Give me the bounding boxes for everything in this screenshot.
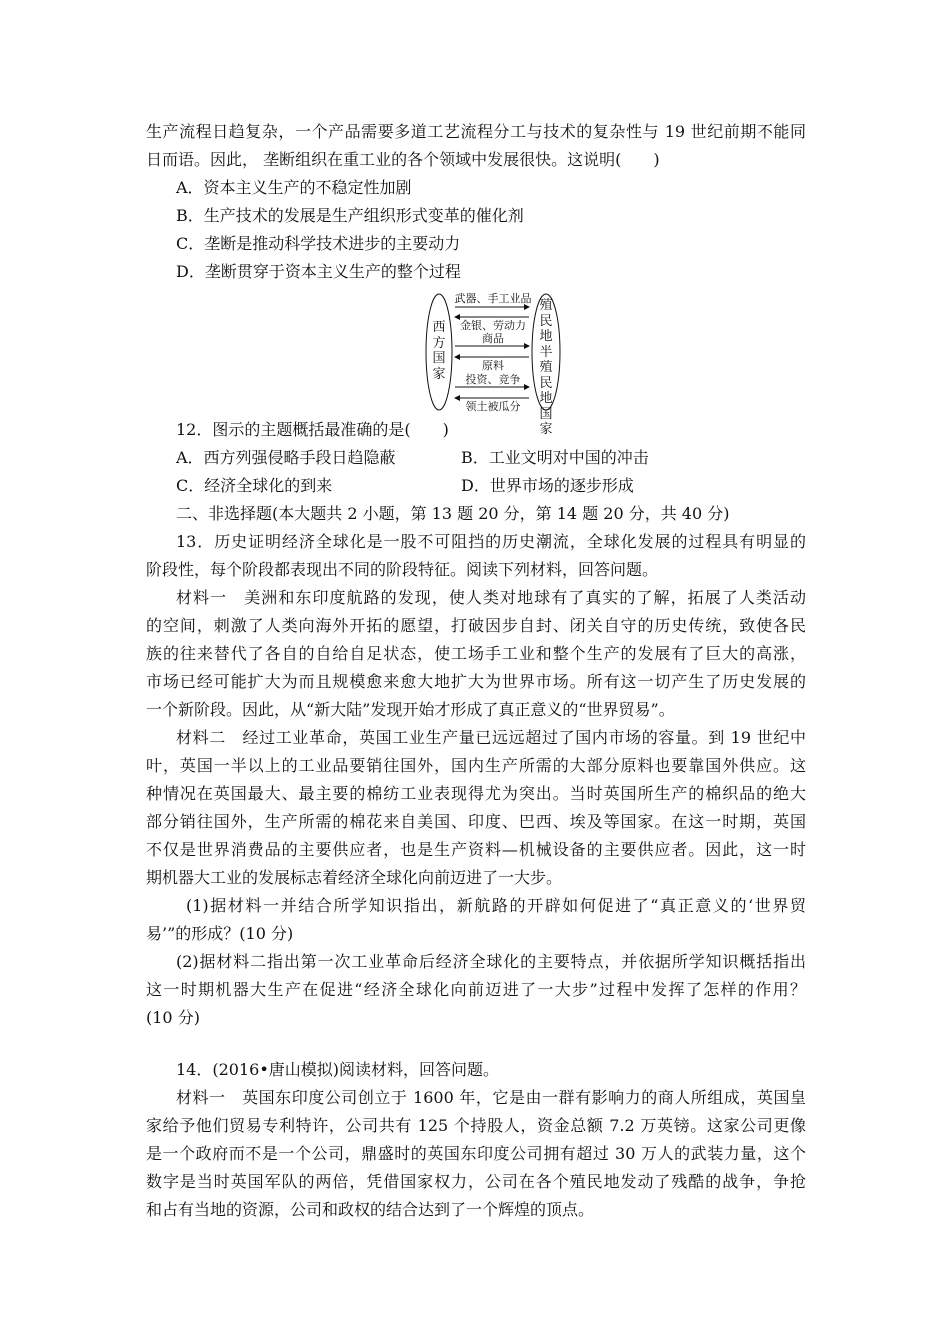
q14-stem: 14．(2016•唐山模拟)阅读材料，回答问题。 — [176, 1060, 500, 1079]
q13-material2-line-6: 期机器大工业的发展标志着经济全球化向前迈进了一大步。 — [146, 868, 563, 887]
q11-option-a: A．资本主义生产的不稳定性加剧 — [176, 178, 412, 197]
q14-material1-line-3: 是一个政府而不是一个公司，鼎盛时的英国东印度公司拥有超过 30 万人的武装力量，这个 — [146, 1144, 806, 1163]
q13-sub2-line-3: (10 分) — [146, 1008, 200, 1027]
q13-material1-line-1: 材料一 美洲和东印度航路的发现，使人类对地球有了真实的了解，拓展了人类活动 — [176, 588, 806, 607]
q13-material2-line-5: 不仅是世界消费品的主要供应者，也是生产资料—机械设备的主要供应者。因此，这一时 — [146, 840, 806, 859]
q13-material1-line-4: 市场已经可能扩大为而且规模愈来愈大地扩大为世界市场。所有这一切产生了历史发展的 — [146, 672, 806, 691]
trade-relation-diagram — [424, 290, 564, 437]
q13-sub1-line-1: (1)据材料一并结合所学知识指出，新航路的开辟如何促进了“真正意义的‘世界贸 — [186, 896, 806, 915]
q11-stem-line-1: 生产流程日趋复杂，一个产品需要多道工艺流程分工与技术的复杂性与 19 世纪前期不能同 — [146, 122, 806, 141]
q12-option-d: D．世界市场的逐步形成 — [461, 476, 634, 495]
q13-material1-line-2: 的空间，刺激了人类向海外开拓的愿望，打破因步自封、闭关自守的历史传统，致使各民 — [146, 616, 806, 635]
arrow-label-6: 领土被瓜分 — [465, 400, 521, 413]
q13-material2-line-1: 材料二 经过工业革命，英国工业生产量已远远超过了国内市场的容量。到 19 世纪中 — [176, 728, 806, 747]
q11-stem-line-2: 日而语。因此， 垄断组织在重工业的各个领域中发展很快。这说明( ) — [146, 150, 660, 169]
q13-stem-line-2: 阶段性，每个阶段都表现出不同的阶段特征。阅读下列材料，回答问题。 — [146, 560, 659, 579]
west-countries-label: 西方国家 — [432, 320, 446, 382]
q13-sub2-line-2: 这一时期机器大生产在促进“经济全球化向前迈进了一大步”过程中发挥了怎样的作用？ — [146, 980, 806, 999]
q12-option-a: A．西方列强侵略手段日趋隐蔽 — [176, 448, 396, 467]
q11-option-b: B．生产技术的发展是生产组织形式变革的催化剂 — [176, 206, 524, 225]
colonial-countries-label: 殖民地半殖民地国家 — [539, 298, 553, 437]
q13-material2-line-3: 种情况在英国最大、最主要的棉纺工业表现得尤为突出。当时英国所生产的棉织品的绝大 — [146, 784, 806, 803]
q11-option-c: C．垄断是推动科学技术进步的主要动力 — [176, 234, 461, 253]
q13-material2-line-2: 叶，英国一半以上的工业品要销往国外，国内生产所需的大部分原料也要靠国外供应。这 — [146, 756, 806, 775]
q13-material2-line-4: 部分销往国外，生产所需的棉花来自美国、印度、巴西、埃及等国家。在这一时期，英国 — [146, 812, 806, 831]
q14-material1-line-5: 和占有当地的资源，公司和政权的结合达到了一个辉煌的顶点。 — [146, 1200, 595, 1219]
q13-stem-line-1: 13．历史证明经济全球化是一股不可阻挡的历史潮流，全球化发展的过程具有明显的 — [176, 532, 806, 551]
section-2-heading: 二、非选择题(本大题共 2 小题，第 13 题 20 分，第 14 题 20 分，共 40 分) — [176, 504, 730, 523]
arrow-label-4: 原料 — [482, 359, 504, 372]
q13-sub1-line-2: 易’”的形成？(10 分) — [146, 924, 294, 943]
arrow-label-3: 商品 — [482, 332, 504, 345]
arrow-label-1: 武器、手工业品 — [454, 292, 532, 305]
q12-stem: 12．图示的主题概括最准确的是( ) — [176, 420, 449, 439]
q14-material1-line-4: 数字是当时英国军队的两倍，凭借国家权力，公司在各个殖民地发动了残酷的战争，争抢 — [146, 1172, 806, 1191]
q12-option-c: C．经济全球化的到来 — [176, 476, 333, 495]
q13-sub2-line-1: (2)据材料二指出第一次工业革命后经济全球化的主要特点，并依据所学知识概括指出 — [176, 952, 806, 971]
arrow-label-2: 金银、劳动力 — [460, 319, 526, 332]
q11-option-d: D．垄断贯穿于资本主义生产的整个过程 — [176, 262, 461, 281]
q14-material1-line-1: 材料一 英国东印度公司创立于 1600 年，它是由一群有影响力的商人所组成，英国皇 — [176, 1088, 806, 1107]
q12-option-b: B．工业文明对中国的冲击 — [461, 448, 649, 467]
arrow-label-5: 投资、竞争 — [465, 373, 521, 386]
q13-material1-line-5: 一个新阶段。因此，从“新大陆”发现开始才形成了真正意义的“世界贸易”。 — [146, 700, 675, 719]
q14-material1-line-2: 家给予他们贸易专利特许，公司共有 125 个持股人，资金总额 7.2 万英镑。这家公司更像 — [146, 1116, 806, 1135]
q13-material1-line-3: 族的往来替代了各自的自给自足状态，使工场手工业和整个生产的发展有了巨大的高涨， — [146, 644, 806, 663]
